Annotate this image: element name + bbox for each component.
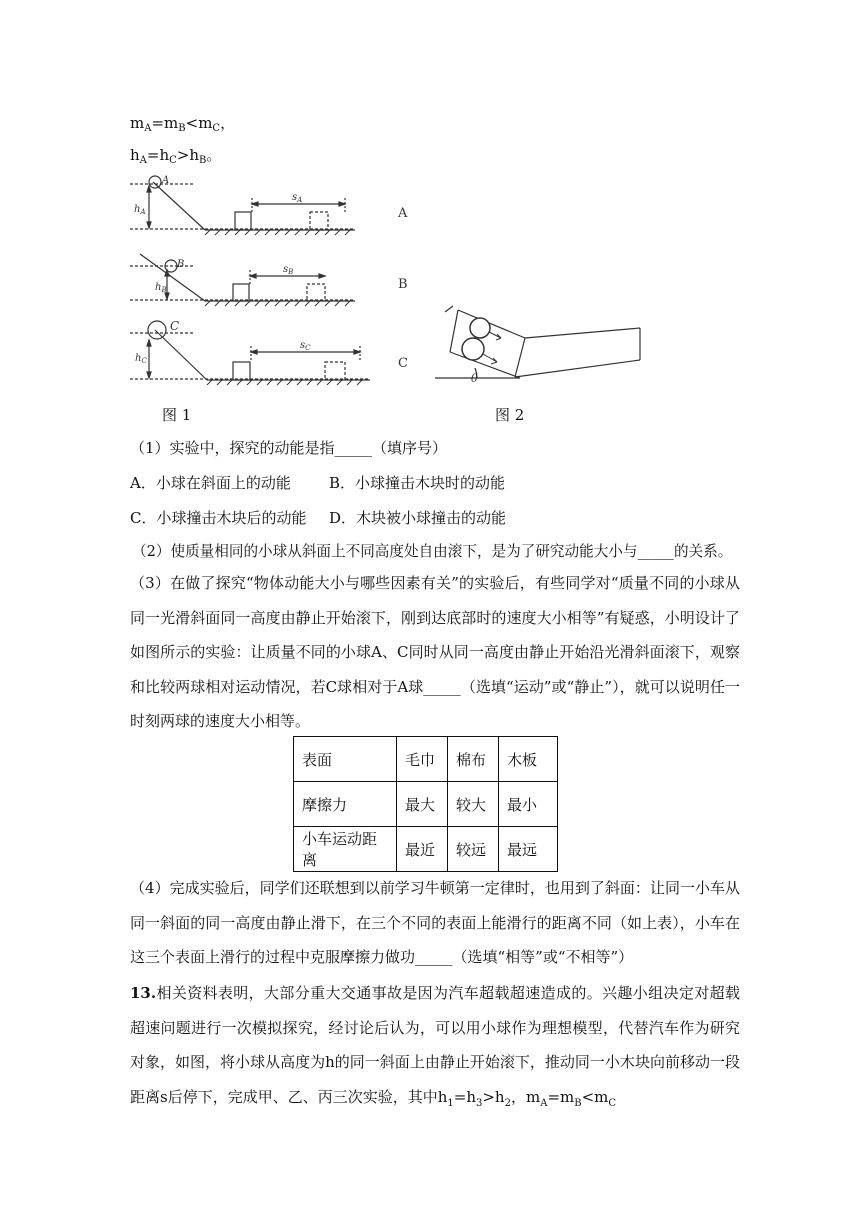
option-d: D．木块被小球撞击的动能 bbox=[329, 509, 507, 527]
ball-label-b: B bbox=[177, 259, 185, 270]
table-cell: 最大 bbox=[397, 782, 448, 827]
row-label-b: B bbox=[398, 277, 408, 292]
option-a: A．小球在斜面上的动能 bbox=[130, 474, 291, 492]
ball-label-c: C bbox=[170, 319, 180, 333]
question-13-number: 13. bbox=[130, 984, 157, 1002]
table-cell: 最远 bbox=[499, 827, 558, 872]
table-cell: 毛巾 bbox=[397, 737, 448, 782]
height-label-b: $h_B$ bbox=[155, 282, 167, 294]
figure2-ball-lower bbox=[462, 338, 484, 360]
question-1: （1）实验中，探究的动能是指_____（填序号） bbox=[130, 439, 448, 457]
figure2-arrow-lower bbox=[483, 354, 497, 364]
mass-relation: $m_A=m_B<m_C$， bbox=[130, 114, 236, 134]
option-b: B．小球撞击木块时的动能 bbox=[329, 474, 506, 492]
experiment-figures bbox=[125, 172, 645, 392]
table-cell: 最小 bbox=[499, 782, 558, 827]
figure2-arrow-upper bbox=[489, 332, 501, 340]
table-cell: 棉布 bbox=[448, 737, 499, 782]
distance-label-c: $s_C$ bbox=[300, 340, 311, 352]
distance-label-a: $s_A$ bbox=[292, 192, 303, 204]
question-2: （2）使质量相同的小球从斜面上不同高度处自由滚下，是为了研究动能大小与_____的关系。 bbox=[132, 543, 733, 560]
option-c: C．小球撞击木块后的动能 bbox=[130, 509, 307, 527]
table-cell: 表面 bbox=[294, 737, 397, 782]
table-cell: 摩擦力 bbox=[294, 782, 397, 827]
figure1-caption: 图 1 bbox=[162, 406, 192, 424]
question-3: （3）在做了探究“物体动能大小与哪些因素有关”的实验后，有些同学对“质量不同的小球从同一光滑斜面同一高度由静止开始滚下，刚到达底部时的速度大小相等”有疑惑，小明设计了如图所示的实验：让质量不同的小球A、C同时从同一高度由静止开始沿光滑斜面滚下，观察和比较两球相对运动情况，若C球相对于A球_____（选填“运动”或“静止”），就可以说明任一时刻两球的速度大小相等。 bbox=[130, 574, 740, 730]
table-cell: 较远 bbox=[448, 827, 499, 872]
table-row bbox=[294, 782, 558, 827]
figure2-angle-label: θ bbox=[471, 372, 478, 385]
table-cell: 木板 bbox=[499, 737, 558, 782]
table-row bbox=[294, 737, 558, 782]
figure1-row-c bbox=[130, 321, 370, 385]
height-label-a: $h_A$ bbox=[134, 204, 146, 216]
question-4: （4）完成实验后，同学们还联想到以前学习牛顿第一定律时，也用到了斜面：让同一小车从同一斜面的同一高度由静止滑下，在三个不同的表面上能滑行的距离不同（如上表），小车在这三个表面上滑行的过程中克服摩擦力做功_____（选填“相等”或“不相等”） bbox=[130, 879, 740, 966]
figure2-ball-upper bbox=[470, 318, 490, 338]
table-cell: 小车运动距离 bbox=[294, 827, 397, 872]
ball-label-a: A bbox=[162, 175, 170, 186]
height-label-c: $h_C$ bbox=[135, 353, 147, 365]
table-cell: 较大 bbox=[448, 782, 499, 827]
row-label-a: A bbox=[398, 206, 408, 221]
table-row bbox=[294, 827, 558, 872]
distance-label-b: $s_B$ bbox=[283, 264, 294, 276]
figure2-caption: 图 2 bbox=[495, 406, 525, 424]
table-cell: 最近 bbox=[397, 827, 448, 872]
height-relation: $h_A=h_C>h_B$。 bbox=[130, 146, 222, 166]
question-13-text: 相关资料表明，大部分重大交通事故是因为汽车超载超速造成的。兴趣小组决定对超载超速问题进行一次模拟探究，经讨论后认为，可以用小球作为理想模型，代替汽车作为研究对象，如图，将小球从高度为h的同一斜面上由静止开始滚下，推动同一小木块向前移动一段距离s后停下，完成甲、乙、丙三次实验，其中 bbox=[130, 984, 740, 1106]
question-13-condition: $h_1=h_3>h_2$，$m_A=m_B<m_C$ bbox=[437, 1087, 617, 1109]
figure1-row-b bbox=[130, 254, 355, 306]
question-13 bbox=[130, 976, 740, 1121]
row-label-c: C bbox=[398, 356, 408, 371]
surface-table bbox=[293, 736, 558, 872]
